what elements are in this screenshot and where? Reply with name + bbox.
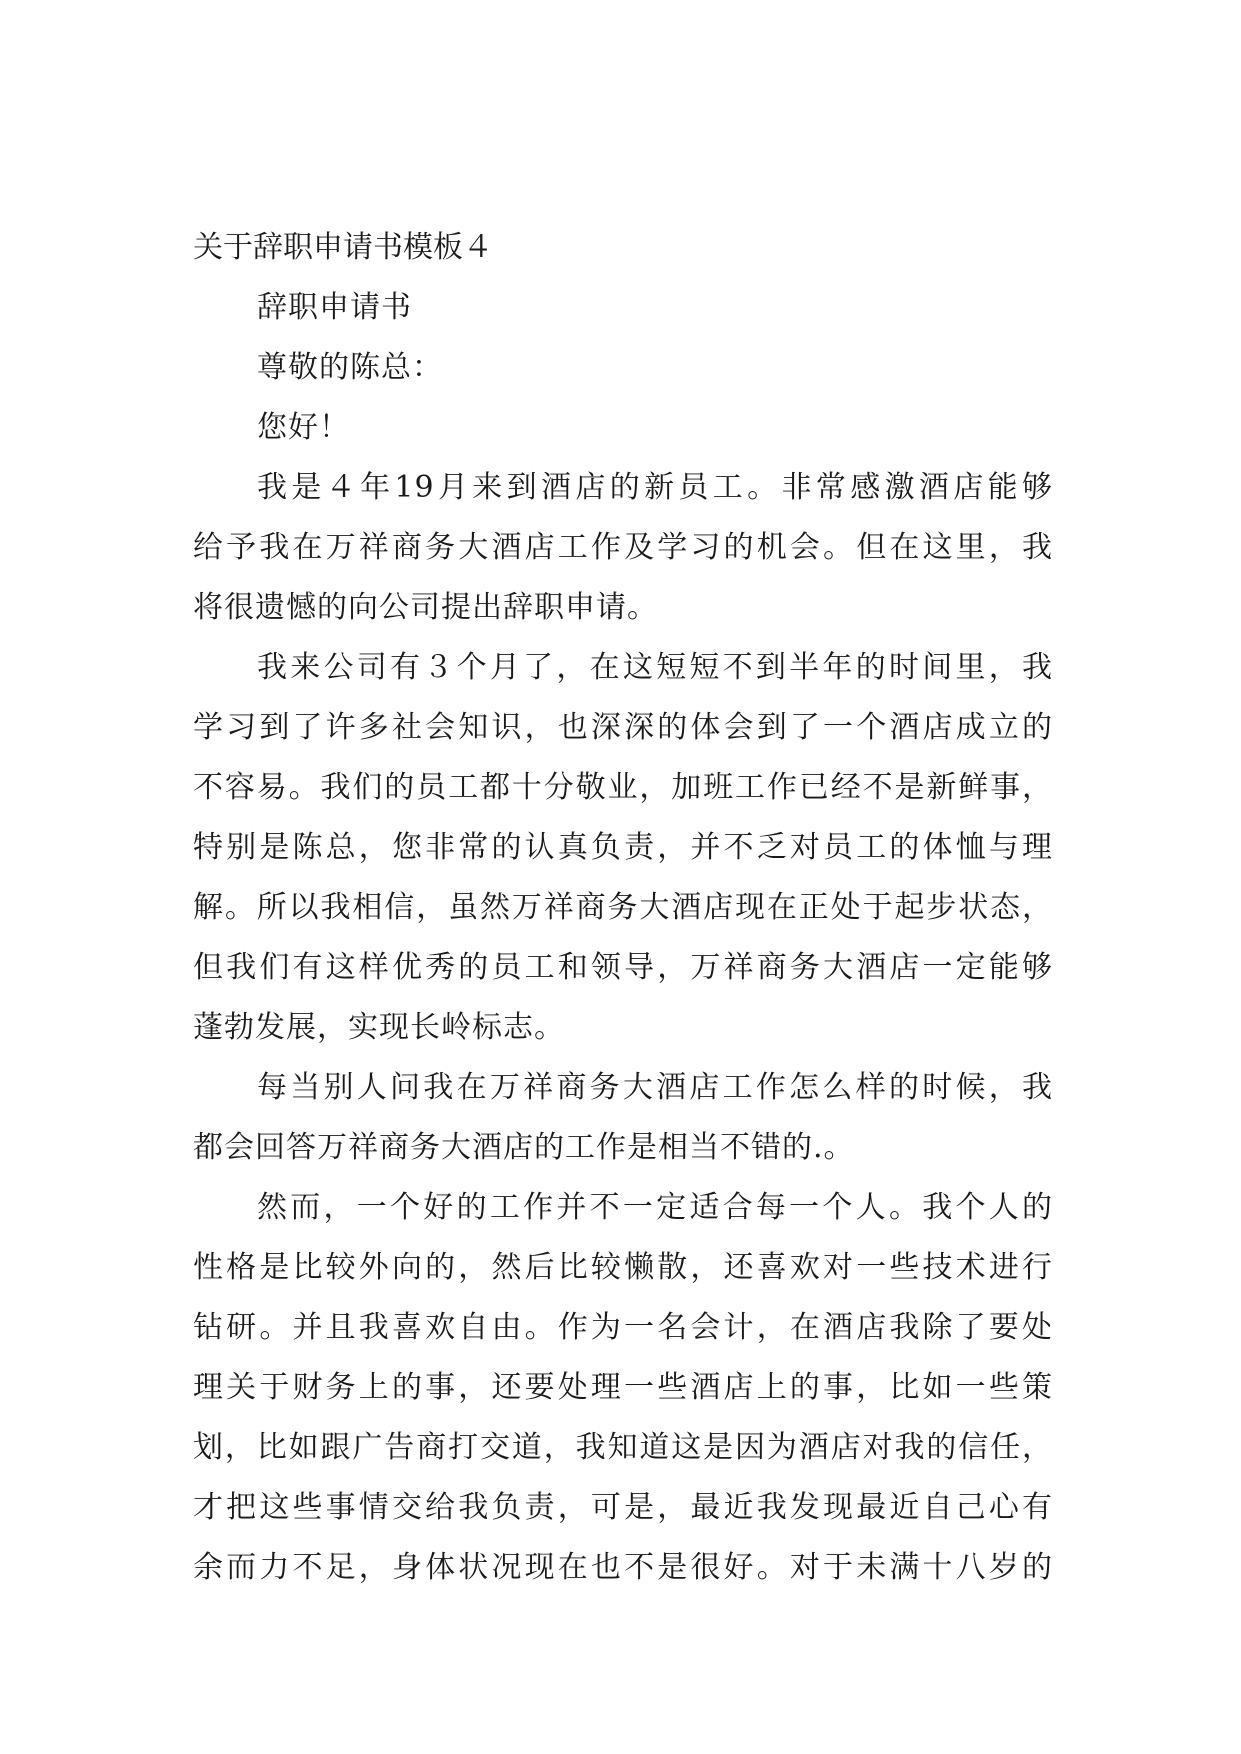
paragraph-line: 蓬勃发展，实现长岭标志。 [193, 1010, 565, 1045]
document-title: 关于辞职申请书模板４ [193, 230, 493, 265]
paragraph-line: 学习到了许多社会知识，也深深的体会到了一个酒店成立的 [193, 710, 1053, 745]
paragraph-line: 每当别人问我在万祥商务大酒店工作怎么样的时候，我 [257, 1070, 1053, 1105]
paragraph-line: 性格是比较外向的，然后比较懒散，还喜欢对一些技术进行 [193, 1250, 1053, 1285]
paragraph-line: 但我们有这样优秀的员工和领导，万祥商务大酒店一定能够 [193, 950, 1053, 985]
paragraph-line: 才把这些事情交给我负责，可是，最近我发现最近自己心有 [193, 1490, 1053, 1525]
paragraph-line: 余而力不足，身体状况现在也不是很好。对于未满十八岁的 [193, 1550, 1053, 1585]
document-body [193, 218, 1053, 1598]
paragraph-line: 将很遗憾的向公司提出辞职申请。 [193, 590, 658, 625]
paragraph-line: 都会回答万祥商务大酒店的工作是相当不错的.。 [193, 1130, 855, 1165]
paragraph-line: 钻研。并且我喜欢自由。作为一名会计，在酒店我除了要处 [193, 1310, 1053, 1345]
paragraph-line: 特别是陈总，您非常的认真负责，并不乏对员工的体恤与理 [193, 830, 1053, 865]
paragraph [193, 1178, 1053, 1598]
letter-greeting: 您好！ [257, 410, 350, 445]
paragraph-line: 不容易。我们的员工都十分敬业，加班工作已经不是新鲜事， [193, 770, 1053, 805]
letter-salutation: 尊敬的陈总： [257, 350, 443, 385]
paragraph-line: 我来公司有３个月了，在这短短不到半年的时间里，我 [257, 650, 1053, 685]
letter-heading: 辞职申请书 [257, 290, 412, 325]
paragraph-line: 我是４年19月来到酒店的新员工。非常感激酒店能够 [257, 470, 1053, 505]
paragraph [193, 458, 1053, 638]
paragraph-line: 解。所以我相信，虽然万祥商务大酒店现在正处于起步状态， [193, 890, 1053, 925]
paragraph-line: 理关于财务上的事，还要处理一些酒店上的事，比如一些策 [193, 1370, 1053, 1405]
paragraph-line: 然而，一个好的工作并不一定适合每一个人。我个人的 [257, 1190, 1053, 1225]
paragraph-line: 划，比如跟广告商打交道，我知道这是因为酒店对我的信任， [193, 1430, 1053, 1465]
paragraph [193, 638, 1053, 1058]
paragraph [193, 1058, 1053, 1178]
paragraph-line: 给予我在万祥商务大酒店工作及学习的机会。但在这里，我 [193, 530, 1053, 565]
